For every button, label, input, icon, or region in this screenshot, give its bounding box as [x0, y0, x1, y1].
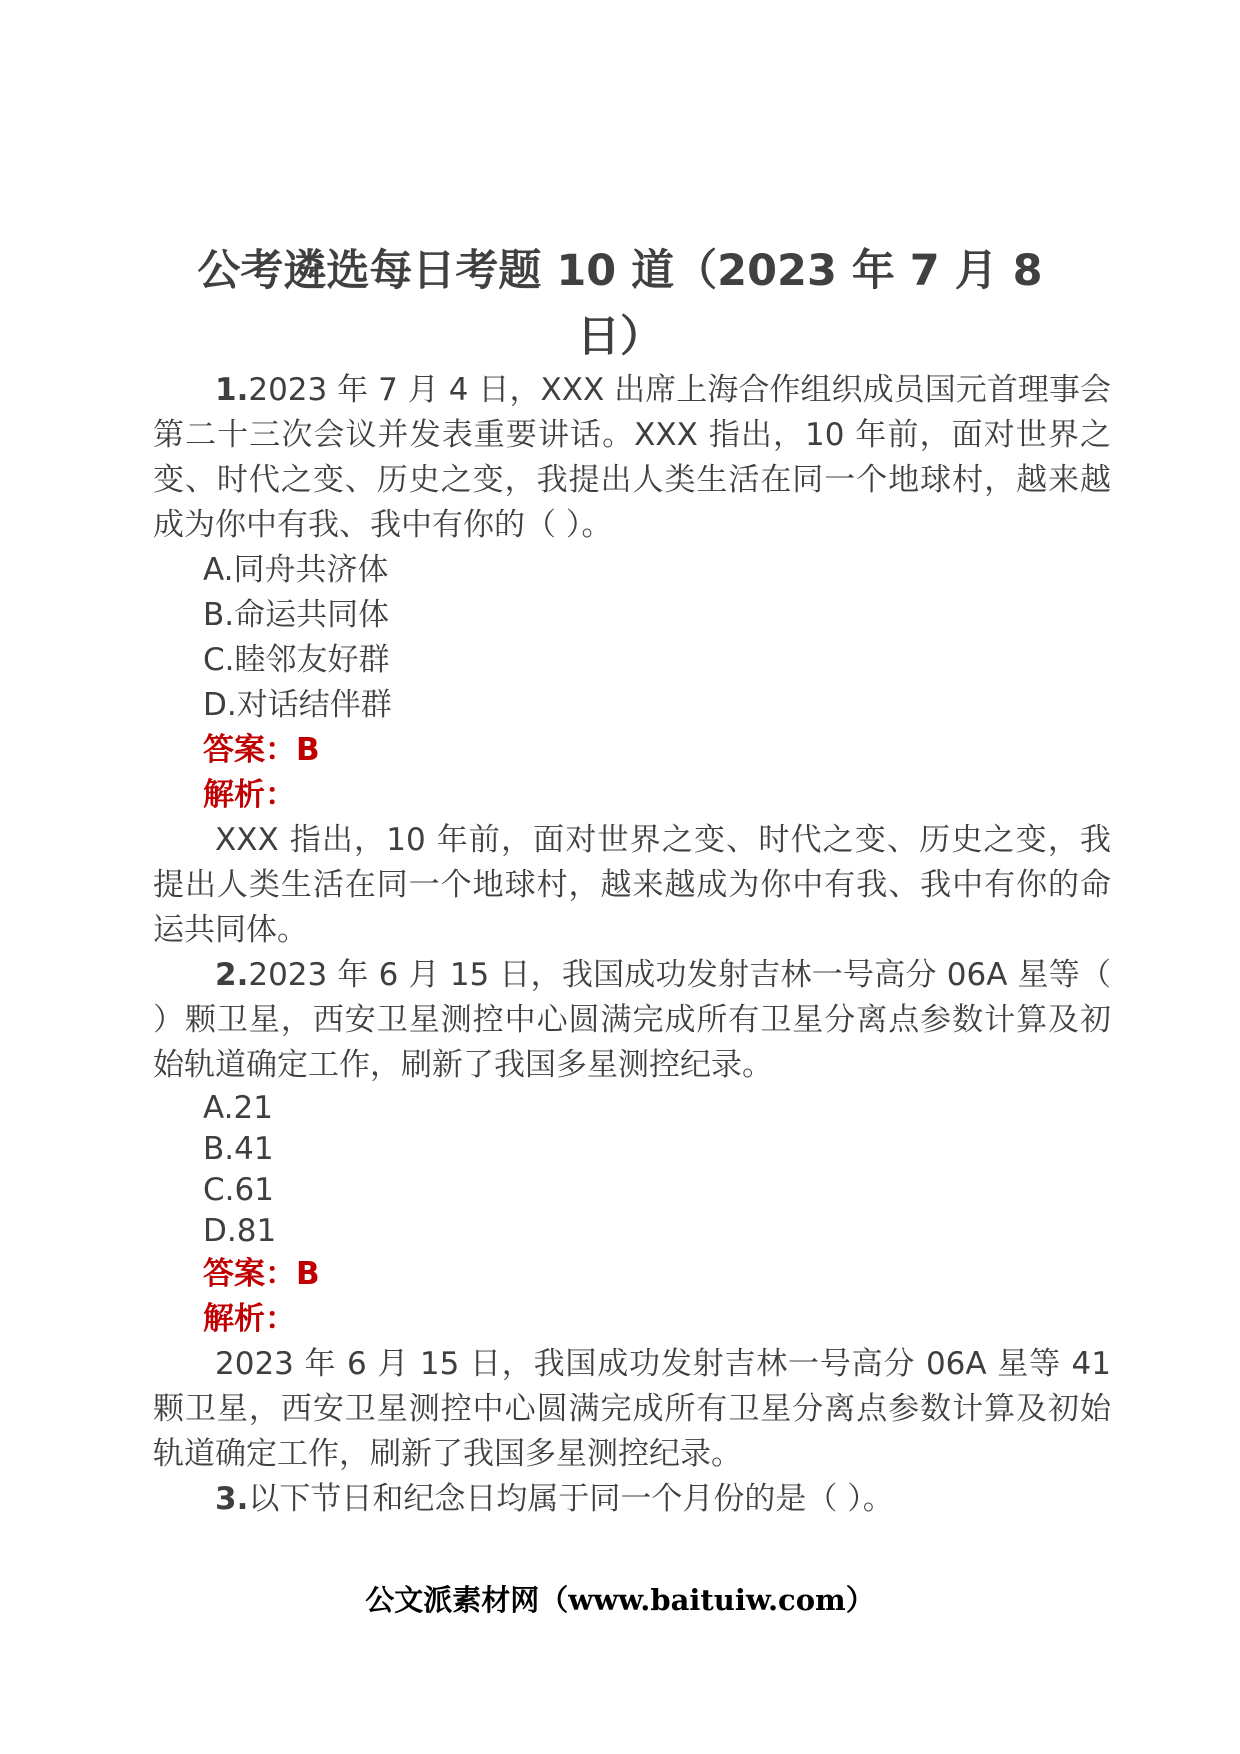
- question-1-answer: 答案：B: [203, 732, 320, 768]
- question-number: 2.: [215, 957, 249, 993]
- question-1-option-b: B.命运共同体: [203, 597, 390, 633]
- page-footer: 公文派素材网（www.baituiw.com）: [365, 1583, 875, 1617]
- document-body: [153, 368, 1111, 1522]
- question-text: 2023 年 7 月 4 日，XXX 出席上海合作组织成员国元首理事会第二十三次会议并发表重要讲话。XXX 指出，10 年前，面对世界之变、时代之变、历史之变，我提出人类生活在同一个地球村，越来越成为你中有我、我中有你的（ ）。: [153, 372, 1111, 543]
- question-3-stem: [153, 1477, 1111, 1522]
- question-1-option-d: D.对话结伴群: [203, 687, 392, 723]
- question-2-options: [153, 1088, 1111, 1252]
- question-1-analysis: XXX 指出，10 年前，面对世界之变、时代之变、历史之变，我提出人类生活在同一个地球村，越来越成为你中有我、我中有你的命运共同体。: [153, 822, 1111, 948]
- question-text: 2023 年 6 月 15 日，我国成功发射吉林一号高分 06A 星等（ ）颗卫星，西安卫星测控中心圆满完成所有卫星分离点参数计算及初始轨道确定工作，刷新了我国多星测控纪录。: [153, 957, 1111, 1083]
- document-title: 公考遴选每日考题 10 道（2023 年 7 月 8 日）: [197, 246, 1043, 362]
- question-1-analysis-label: 解析：: [203, 777, 296, 813]
- question-2-answer: 答案：B: [203, 1256, 320, 1292]
- question-1-option-a: A.同舟共济体: [203, 552, 389, 588]
- question-2-option-d: D.81: [203, 1213, 277, 1249]
- question-1-stem: [153, 368, 1111, 548]
- question-number: 1.: [215, 372, 249, 408]
- question-1-option-c: C.睦邻友好群: [203, 642, 390, 678]
- question-number: 3.: [215, 1481, 249, 1517]
- question-2-option-b: B.41: [203, 1131, 274, 1167]
- question-2-option-a: A.21: [203, 1090, 273, 1126]
- question-2-analysis-label: 解析：: [203, 1301, 296, 1337]
- question-text: 以下节日和纪念日均属于同一个月份的是（ ）。: [248, 1481, 894, 1517]
- question-2-stem: [153, 953, 1111, 1088]
- question-2-analysis: 2023 年 6 月 15 日，我国成功发射吉林一号高分 06A 星等 41 颗卫星，西安卫星测控中心圆满完成所有卫星分离点参数计算及初始轨道确定工作，刷新了我国多星测控纪录。: [153, 1346, 1111, 1472]
- question-2-option-c: C.61: [203, 1172, 274, 1208]
